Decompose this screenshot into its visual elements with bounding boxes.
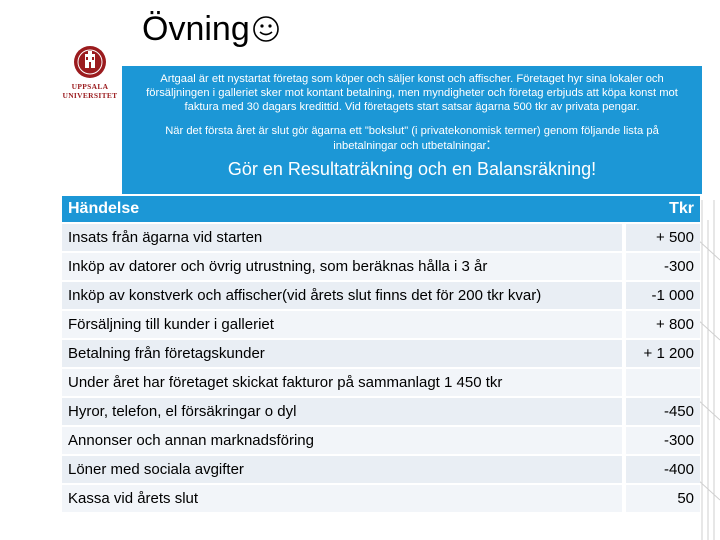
row-amount: -300 (622, 427, 700, 454)
intro-closing (138, 124, 686, 153)
logo-line-2: UNIVERSITET (62, 91, 118, 100)
row-amount: -300 (622, 253, 700, 280)
row-event: Löner med sociala avgifter (62, 456, 622, 483)
row-amount: + 500 (622, 224, 700, 251)
row-event: Annonser och annan marknadsföring (62, 427, 622, 454)
table-row (62, 224, 700, 251)
logo-line-1: UPPSALA (71, 82, 109, 91)
decorative-edge-pattern (698, 200, 720, 540)
table-row (62, 311, 700, 338)
header-amount: Tkr (622, 196, 700, 222)
table-row (62, 456, 700, 483)
intro-paragraph: Artgaal är ett nystartat företag som köper och säljer konst och affischer. Företaget hyr sina lokaler och försäljningen i galleriet sker mot kontant betalning, men myndigheter och företag erbjuds att köpa konst mot faktura med 30 dagars kredittid. Vid företagets start satsar ägarna 500 tkr av privata pengar. (146, 73, 678, 113)
row-event: Kassa vid årets slut (62, 485, 622, 512)
page-title (142, 10, 280, 49)
intro-box (122, 66, 702, 194)
intro-closing-text: När det första året är slut gör ägarna ett "bokslut" (i privatekonomisk termer) genom följande lista på inbetalningar och utbetalningar (165, 125, 659, 152)
row-event: Insats från ägarna vid starten (62, 224, 622, 251)
row-amount: -400 (622, 456, 700, 483)
row-event: Betalning från företagskunder (62, 340, 622, 367)
row-event: Inköp av konstverk och affischer(vid årets slut finns det för 200 tkr kvar) (62, 282, 622, 309)
table-row (62, 485, 700, 512)
row-event: Hyror, telefon, el försäkringar o dyl (62, 398, 622, 425)
row-amount: -450 (622, 398, 700, 425)
table-header-row (62, 196, 700, 222)
row-amount: + 1 200 (622, 340, 700, 367)
table-row (62, 398, 700, 425)
university-seal-icon (73, 42, 107, 82)
events-table (62, 194, 700, 514)
row-amount: 50 (622, 485, 700, 512)
intro-colon: : (486, 136, 491, 153)
table-row (62, 253, 700, 280)
table-row (62, 340, 700, 367)
smiley-icon (252, 15, 280, 43)
table-row (62, 427, 700, 454)
row-amount (622, 369, 700, 396)
row-event: Inköp av datorer och övrig utrustning, som beräknas hålla i 3 år (62, 253, 622, 280)
table-row (62, 282, 700, 309)
row-event: Försäljning till kunder i galleriet (62, 311, 622, 338)
task-heading: Gör en Resultaträkning och en Balansräkning! (227, 159, 597, 179)
row-amount: -1 000 (622, 282, 700, 309)
university-logo (58, 42, 122, 102)
page-title-text: Övning (142, 10, 250, 48)
header-event: Händelse (62, 196, 622, 222)
row-amount: + 800 (622, 311, 700, 338)
table-row (62, 369, 700, 396)
row-event: Under året har företaget skickat fakturor på sammanlagt 1 450 tkr (62, 369, 622, 396)
